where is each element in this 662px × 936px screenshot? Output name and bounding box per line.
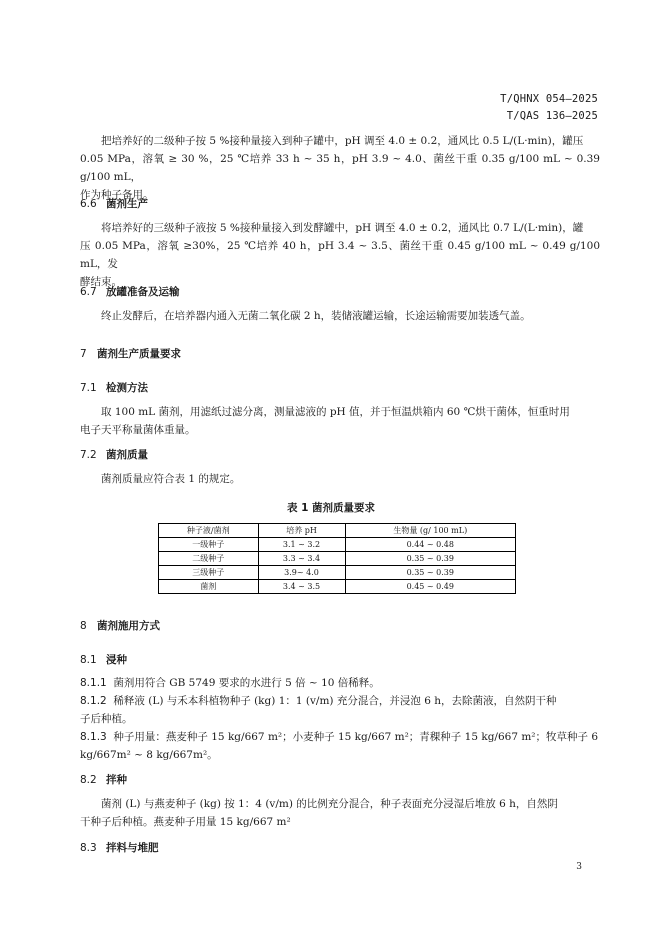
heading-number: 8.2: [80, 774, 97, 786]
table-cell: 0.45 ~ 0.49: [345, 580, 515, 594]
heading-number: 7.1: [80, 382, 97, 394]
table-cell: 3.1 ~ 3.2: [258, 538, 345, 552]
item-text: 种子用量：燕麦种子 15 kg/667 m²；小麦种子 15 kg/667 m²；青稞种子 15 kg/667 m²；牧草种子 6: [113, 731, 599, 743]
heading-title: 菌剂生产质量要求: [97, 348, 181, 360]
item-number: 8.1.2: [80, 695, 107, 707]
heading-8-3: [80, 840, 159, 855]
table-cell: 3.4 ~ 3.5: [258, 580, 345, 594]
heading-8-2: [80, 772, 127, 787]
s7-1-line-1: 取 100 mL 菌剂，用滤纸过滤分离，测量滤液的 pH 值，并于恒温烘箱内 60 ℃烘干菌体，恒重时用: [101, 406, 570, 418]
heading-number: 7: [80, 348, 87, 360]
s6-7-line-1: 终止发酵后，在培养器内通入无菌二氧化碳 2 h，装储液罐运输，长途运输需要加装透气盖。: [101, 310, 531, 322]
heading-title: 拌种: [106, 774, 127, 786]
heading-title: 浸种: [106, 654, 127, 666]
item-8-1-2: [80, 692, 600, 728]
table-header-cell: 种子液/菌剂: [159, 524, 259, 538]
heading-title: 菌剂质量: [106, 449, 148, 461]
table-header-row: [159, 524, 516, 538]
intro-line-3: 作为种子备用。: [80, 189, 154, 201]
section-8-2-paragraph: [80, 795, 600, 831]
table-cell: 菌剂: [159, 580, 259, 594]
table-cell: 一级种子: [159, 538, 259, 552]
section-6-7-paragraph: [80, 307, 600, 325]
table-row: [159, 566, 516, 580]
table-cell: 3.3 ~ 3.4: [258, 552, 345, 566]
section-6-6-paragraph: [80, 219, 600, 291]
table-cell: 三级种子: [159, 566, 259, 580]
heading-number: 8.3: [80, 842, 97, 854]
heading-6-6: [80, 196, 148, 211]
table-cell: 3.9~ 4.0: [258, 566, 345, 580]
heading-7-2: [80, 447, 148, 462]
intro-line-2: 0.05 MPa，溶氧 ≥ 30 %，25 ℃培养 33 h ~ 35 h，pH 3.9 ~ 4.0、菌丝干重 0.35 g/100 mL ~ 0.39 g/100 mL，: [80, 153, 600, 183]
s6-6-line-2: 压 0.05 MPa，溶氧 ≥30%，25 ℃培养 40 h，pH 3.4 ~ 3.5、菌丝干重 0.45 g/100 mL ~ 0.49 g/100 mL，发: [80, 240, 600, 270]
table-row: [159, 580, 516, 594]
standard-code-line-1: T/QHNX 054—2025: [500, 93, 598, 105]
heading-title: 放罐准备及运输: [106, 286, 180, 298]
heading-number: 7.2: [80, 449, 97, 461]
table-header-cell: 生物量 (g/ 100 mL): [345, 524, 515, 538]
item-text: 稀释液 (L) 与禾本科植物种子 (kg) 1：1 (v/m) 充分混合，并浸泡 6 h，去除菌液，自然阴干种: [113, 695, 557, 707]
section-7-1-paragraph: [80, 403, 600, 439]
heading-number: 8.1: [80, 654, 97, 666]
heading-title: 拌料与堆肥: [106, 842, 159, 854]
table-caption: 表 1 菌剂质量要求: [286, 502, 376, 514]
s7-2-line-1: 菌剂质量应符合表 1 的规定。: [101, 473, 241, 485]
table-row: [159, 552, 516, 566]
item-text-continued: kg/667m² ~ 8 kg/667m²。: [80, 749, 218, 761]
s6-6-line-3: 酵结束。: [80, 276, 122, 288]
s8-2-line-1: 菌剂 (L) 与燕麦种子 (kg) 按 1：4 (v/m) 的比例充分混合，种子表面充分浸湿后堆放 6 h，自然阴: [101, 798, 558, 810]
intro-paragraph: [80, 132, 600, 204]
quality-table: [158, 523, 516, 594]
heading-7: [80, 346, 181, 361]
section-7-2-paragraph: [80, 470, 600, 488]
heading-title: 检测方法: [106, 382, 148, 394]
intro-line-1: 把培养好的二级种子按 5 %接种量接入到种子罐中，pH 调至 4.0 ± 0.2，通风比 0.5 L/(L·min)，罐压: [101, 135, 584, 147]
heading-number: 6.6: [80, 198, 97, 210]
item-text-continued: 子后种植。: [80, 713, 133, 725]
s6-6-line-1: 将培养好的三级种子液按 5 %接种量接入到发酵罐中，pH 调至 4.0 ± 0.2，通风比 0.7 L/(L·min)，罐: [101, 222, 584, 234]
heading-6-7: [80, 284, 180, 299]
item-8-1-3: [80, 728, 600, 764]
item-number: 8.1.1: [80, 677, 107, 689]
table-row: [159, 538, 516, 552]
heading-8-1: [80, 652, 127, 667]
heading-number: 8: [80, 620, 87, 632]
heading-title: 菌剂生产: [106, 198, 148, 210]
standard-code-line-2: T/QAS 136—2025: [506, 110, 598, 122]
page-number: 3: [576, 862, 582, 872]
table-cell: 二级种子: [159, 552, 259, 566]
table-cell: 0.44 ~ 0.48: [345, 538, 515, 552]
item-number: 8.1.3: [80, 731, 107, 743]
item-8-1-1: [80, 674, 600, 692]
item-text: 菌剂用符合 GB 5749 要求的水进行 5 倍 ~ 10 倍稀释。: [113, 677, 380, 689]
heading-title: 菌剂施用方式: [97, 620, 160, 632]
table-cell: 0.35 ~ 0.39: [345, 552, 515, 566]
heading-7-1: [80, 380, 148, 395]
table-cell: 0.35 ~ 0.39: [345, 566, 515, 580]
s8-2-line-2: 干种子后种植。燕麦种子用量 15 kg/667 m²: [80, 816, 291, 828]
heading-number: 6.7: [80, 286, 97, 298]
table-header-cell: 培养 pH: [258, 524, 345, 538]
heading-8: [80, 618, 160, 633]
s7-1-line-2: 电子天平称量菌体重量。: [80, 424, 196, 436]
